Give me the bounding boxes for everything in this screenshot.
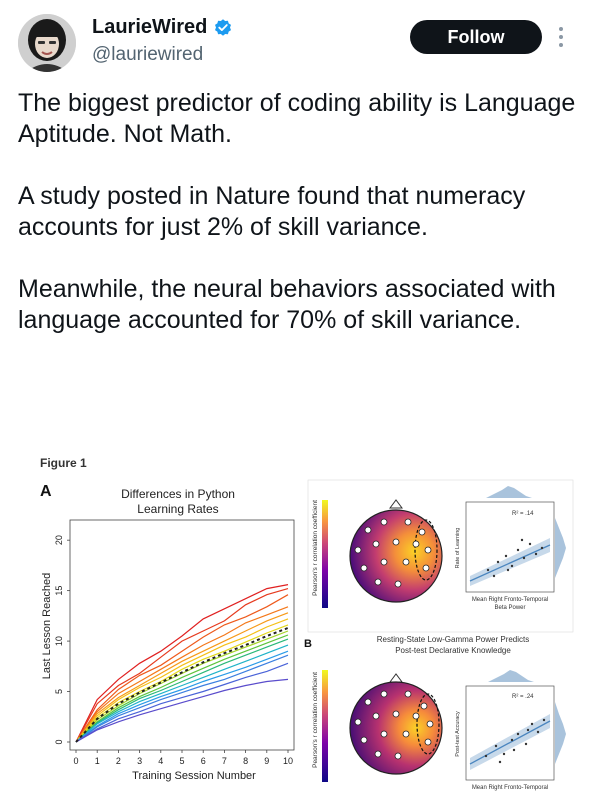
x-tick-label-10: 10 <box>282 756 294 766</box>
bottom-scatter-ylabel: Post-test Accuracy <box>455 711 461 757</box>
name-row <box>92 16 233 39</box>
x-tick-label-5: 5 <box>179 756 185 766</box>
x-tick-label-2: 2 <box>115 756 121 766</box>
headmap-bottom <box>350 674 442 774</box>
top-scatter-xlabel-1: Mean Right Fronto-Temporal <box>471 597 549 603</box>
x-tick-label-6: 6 <box>200 756 206 766</box>
series-line-10 <box>76 645 288 742</box>
colorbar-bottom <box>322 670 328 782</box>
top-r2: R² = .14 <box>512 511 534 517</box>
series-line-12 <box>76 655 288 742</box>
colorbar-top <box>322 500 328 608</box>
avatar[interactable] <box>18 14 76 72</box>
y-tick-label-1: 5 <box>54 689 64 695</box>
y-tick-label-3: 15 <box>54 585 64 596</box>
series-line-9 <box>76 639 288 742</box>
colorbar-label-top: Pearson's r correlation coefficient <box>312 500 319 596</box>
chart-xlabel: Training Session Number <box>132 770 256 782</box>
chart-title-line1: Differences in Python <box>121 487 235 501</box>
chart-title-line2: Learning Rates <box>137 502 219 516</box>
panel-a-label: A <box>40 483 52 500</box>
chart-ylabel: Last Lesson Reached <box>41 572 53 680</box>
x-tick-label-8: 8 <box>243 756 249 766</box>
x-tick-label-7: 7 <box>221 756 227 766</box>
top-scatter-xlabel-2: Beta Power <box>494 605 526 611</box>
panel-b-label: B <box>304 638 312 650</box>
top-scatter-ylabel: Rate of Learning <box>455 527 461 569</box>
b-title-line2: Post-test Declarative Knowledge <box>395 646 511 655</box>
follow-button[interactable]: Follow <box>410 20 542 54</box>
more-vertical-icon[interactable] <box>556 24 566 50</box>
bottom-scatter-xlabel: Mean Right Fronto-Temporal <box>471 785 549 791</box>
y-tick-label-0: 0 <box>54 739 64 745</box>
colorbar-label-bottom: Pearson's r correlation coefficient <box>312 672 319 768</box>
scatter-bottom <box>455 670 566 791</box>
bottom-r2: R² = .24 <box>512 694 534 700</box>
scatter-top <box>455 486 566 611</box>
b-title-line1: Resting-State Low-Gamma Power Predicts <box>376 635 530 644</box>
y-tick-label-4: 20 <box>54 535 64 546</box>
tweet-media-image[interactable] <box>18 458 583 800</box>
figure-svg <box>18 458 583 800</box>
verified-badge-icon <box>213 18 233 38</box>
x-tick-label-1: 1 <box>94 756 100 766</box>
display-name[interactable]: LaurieWired <box>92 16 208 38</box>
x-tick-label-3: 3 <box>137 756 143 766</box>
handle[interactable]: @lauriewired <box>92 44 204 65</box>
y-tick-label-2: 10 <box>54 636 64 647</box>
tweet-header <box>18 12 578 74</box>
figure-header: Figure 1 <box>40 458 87 470</box>
avatar-image-icon <box>18 14 76 72</box>
tweet-text: The biggest predictor of coding ability is Language Aptitude. Not Math. A study posted in Nature found that numeracy accounts for just 2% of skill variance. Meanwhile, the neural behaviors associated with language accounted for 70% of skill variance. <box>18 89 576 334</box>
x-tick-label-4: 4 <box>158 756 164 766</box>
x-tick-label-0: 0 <box>73 756 79 766</box>
x-tick-label-9: 9 <box>264 756 270 766</box>
line-chart <box>54 520 294 766</box>
